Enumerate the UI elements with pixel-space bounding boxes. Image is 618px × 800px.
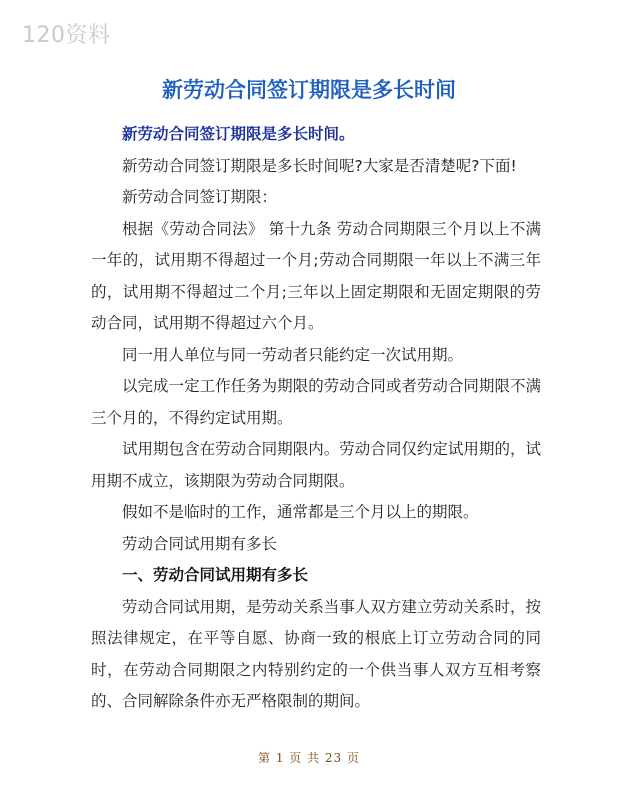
section-heading: 一、劳动合同试用期有多长 <box>122 566 309 584</box>
paragraph-included-rule: 试用期包含在劳动合同期限内。劳动合同仅约定试用期的，试用期不成立，该期限为劳动合同期限。 <box>91 440 541 490</box>
paragraph-task-rule: 以完成一定工作任务为期限的劳动合同或者劳动合同期限不满三个月的，不得约定试用期。 <box>91 377 541 427</box>
document-subtitle: 新劳动合同签订期限是多长时间。 <box>122 125 355 143</box>
page-title: 新劳动合同签订期限是多长时间 <box>162 78 456 102</box>
paragraph-law-article: 根据《劳动合同法》 第十九条 劳动合同期限三个月以上不满一年的，试用期不得超过一个月;劳动合同期限一年以上不满三年的，试用期不得超过二个月;三年以上固定期限和无固定期限的劳动合同，试用期不得超过六个月。 <box>91 219 541 332</box>
document-body <box>91 119 541 718</box>
page-footer: 第 1 页 共 23 页 <box>258 751 360 765</box>
paragraph-temporary: 假如不是临时的工作，通常都是三个月以上的期限。 <box>122 503 479 521</box>
paragraph-topic: 劳动合同试用期有多长 <box>122 534 278 553</box>
paragraph-label: 新劳动合同签订期限： <box>122 188 278 206</box>
paragraph-intro: 新劳动合同签订期限是多长时间呢?大家是否清楚呢?下面! <box>122 156 517 175</box>
paragraph-definition: 劳动合同试用期，是劳动关系当事人双方建立劳动关系时，按照法律规定，在平等自愿、协商一致的根底上订立劳动合同的同时，在劳动合同期限之内特别约定的一个供当事人双方互相考察的、合同解除条件亦无严格限制的期间。 <box>91 597 541 710</box>
paragraph-once-rule: 同一用人单位与同一劳动者只能约定一次试用期。 <box>122 345 464 364</box>
watermark: 120资料 <box>22 23 111 48</box>
